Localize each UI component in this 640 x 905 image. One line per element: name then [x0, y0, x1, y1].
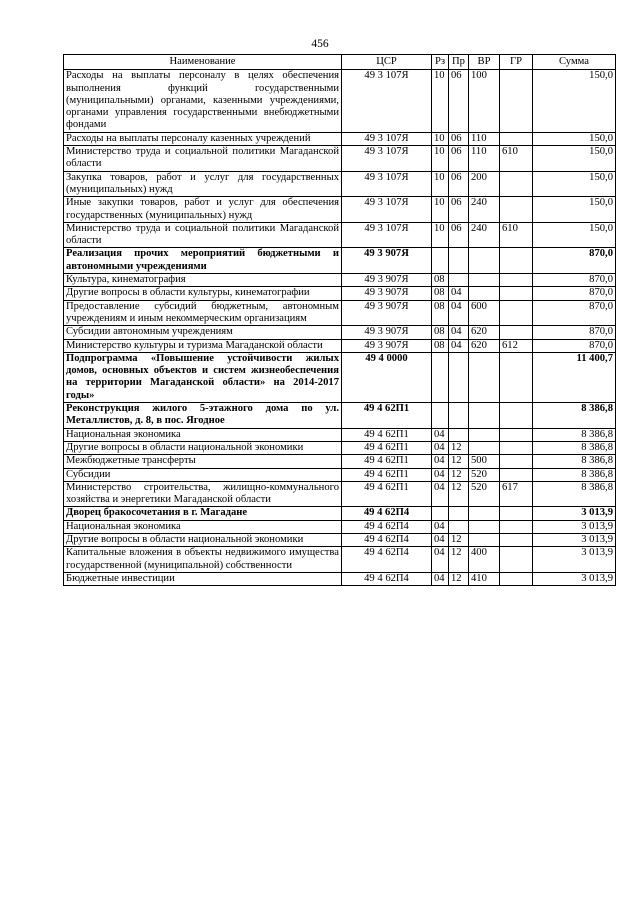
cell-gr — [500, 572, 533, 585]
cell-vr: 240 — [469, 222, 500, 248]
cell-name: Иные закупки товаров, работ и услуг для обеспечения государственных (муниципальных) нужд — [64, 197, 342, 223]
cell-csr: 49 4 62П4 — [342, 572, 432, 585]
cell-name: Национальная экономика — [64, 428, 342, 441]
table-row — [64, 428, 616, 441]
table-row — [64, 132, 616, 145]
cell-pr — [449, 428, 469, 441]
cell-name: Межбюджетные трансферты — [64, 455, 342, 468]
cell-rz: 08 — [432, 274, 449, 287]
cell-vr: 520 — [469, 481, 500, 507]
cell-name: Дворец бракосочетания в г. Магадане — [64, 507, 342, 520]
cell-vr — [469, 248, 500, 274]
cell-sum: 150,0 — [533, 197, 616, 223]
column-header-vr: ВР — [469, 55, 500, 70]
table-row — [64, 70, 616, 132]
table-row — [64, 339, 616, 352]
cell-rz: 08 — [432, 287, 449, 300]
cell-sum: 3 013,9 — [533, 533, 616, 546]
table-row — [64, 326, 616, 339]
cell-csr: 49 3 107Я — [342, 171, 432, 197]
cell-vr: 620 — [469, 326, 500, 339]
cell-gr: 610 — [500, 222, 533, 248]
cell-csr: 49 3 107Я — [342, 197, 432, 223]
table-row — [64, 533, 616, 546]
cell-gr — [500, 326, 533, 339]
column-header-sum: Сумма — [533, 55, 616, 70]
cell-rz — [432, 352, 449, 402]
table-row — [64, 520, 616, 533]
cell-gr — [500, 287, 533, 300]
table-body — [64, 70, 616, 586]
cell-rz: 04 — [432, 481, 449, 507]
cell-pr: 06 — [449, 197, 469, 223]
table-header-row — [64, 55, 616, 70]
cell-name: Расходы на выплаты персоналу в целях обеспечения выполнения функций государственными (муниципальными) органами, казенными учреждениями, органами управления государственными внебюджетными фондами — [64, 70, 342, 132]
cell-sum: 150,0 — [533, 70, 616, 132]
cell-name: Капитальные вложения в объекты недвижимого имущества государственной (муниципальной) собственности — [64, 547, 342, 573]
page-number: 456 — [311, 38, 329, 50]
cell-csr: 49 3 107Я — [342, 70, 432, 132]
cell-pr — [449, 520, 469, 533]
cell-sum: 8 386,8 — [533, 468, 616, 481]
cell-csr: 49 3 907Я — [342, 300, 432, 326]
cell-vr: 410 — [469, 572, 500, 585]
cell-rz: 10 — [432, 171, 449, 197]
cell-csr: 49 4 62П1 — [342, 428, 432, 441]
cell-csr: 49 4 62П4 — [342, 520, 432, 533]
cell-sum: 8 386,8 — [533, 441, 616, 454]
cell-vr — [469, 287, 500, 300]
cell-rz: 04 — [432, 547, 449, 573]
cell-sum: 870,0 — [533, 326, 616, 339]
table-row — [64, 197, 616, 223]
cell-name: Реализация прочих мероприятий бюджетными и автономными учреждениями — [64, 248, 342, 274]
cell-rz: 04 — [432, 428, 449, 441]
cell-pr — [449, 403, 469, 429]
cell-vr — [469, 428, 500, 441]
table-row — [64, 352, 616, 402]
cell-vr: 600 — [469, 300, 500, 326]
cell-vr: 240 — [469, 197, 500, 223]
column-header-rz: Рз — [432, 55, 449, 70]
cell-sum: 870,0 — [533, 339, 616, 352]
cell-gr — [500, 274, 533, 287]
cell-name: Подпрограмма «Повышение устойчивости жилых домов, основных объектов и систем жизнеобеспечения на территории Магаданской области» на 2014-2017 годы» — [64, 352, 342, 402]
cell-sum: 870,0 — [533, 300, 616, 326]
column-header-pr: Пр — [449, 55, 469, 70]
cell-rz: 04 — [432, 533, 449, 546]
cell-pr — [449, 248, 469, 274]
cell-vr: 110 — [469, 146, 500, 172]
cell-pr: 12 — [449, 572, 469, 585]
table-row — [64, 300, 616, 326]
cell-name: Бюджетные инвестиции — [64, 572, 342, 585]
cell-csr: 49 4 62П4 — [342, 547, 432, 573]
cell-csr: 49 3 907Я — [342, 248, 432, 274]
cell-vr: 200 — [469, 171, 500, 197]
cell-name: Расходы на выплаты персоналу казенных учреждений — [64, 132, 342, 145]
cell-name: Субсидии — [64, 468, 342, 481]
cell-pr: 12 — [449, 547, 469, 573]
cell-vr: 620 — [469, 339, 500, 352]
cell-sum: 870,0 — [533, 287, 616, 300]
cell-name: Предоставление субсидий бюджетным, автономным учреждениям и иным некоммерческим организациям — [64, 300, 342, 326]
cell-vr — [469, 507, 500, 520]
cell-gr — [500, 507, 533, 520]
table-row — [64, 455, 616, 468]
cell-name: Закупка товаров, работ и услуг для государственных (муниципальных) нужд — [64, 171, 342, 197]
table-row — [64, 287, 616, 300]
cell-rz: 10 — [432, 146, 449, 172]
cell-csr: 49 4 62П1 — [342, 441, 432, 454]
cell-gr — [500, 403, 533, 429]
cell-vr — [469, 403, 500, 429]
cell-sum: 11 400,7 — [533, 352, 616, 402]
cell-csr: 49 3 107Я — [342, 132, 432, 145]
cell-csr: 49 3 107Я — [342, 222, 432, 248]
cell-csr: 49 4 0000 — [342, 352, 432, 402]
cell-rz: 08 — [432, 300, 449, 326]
cell-pr: 06 — [449, 132, 469, 145]
cell-pr: 12 — [449, 468, 469, 481]
cell-gr — [500, 300, 533, 326]
cell-pr: 04 — [449, 326, 469, 339]
cell-csr: 49 4 62П1 — [342, 455, 432, 468]
cell-rz: 04 — [432, 441, 449, 454]
cell-gr — [500, 352, 533, 402]
cell-vr: 110 — [469, 132, 500, 145]
cell-rz: 10 — [432, 197, 449, 223]
cell-sum: 8 386,8 — [533, 403, 616, 429]
cell-pr: 06 — [449, 70, 469, 132]
cell-rz: 04 — [432, 572, 449, 585]
cell-name: Субсидии автономным учреждениям — [64, 326, 342, 339]
cell-sum: 150,0 — [533, 222, 616, 248]
table-row — [64, 274, 616, 287]
cell-sum: 8 386,8 — [533, 481, 616, 507]
cell-csr: 49 3 107Я — [342, 146, 432, 172]
cell-vr: 400 — [469, 547, 500, 573]
cell-name: Другие вопросы в области национальной экономики — [64, 441, 342, 454]
cell-rz — [432, 507, 449, 520]
cell-sum: 3 013,9 — [533, 547, 616, 573]
cell-rz: 08 — [432, 326, 449, 339]
cell-pr: 12 — [449, 481, 469, 507]
cell-csr: 49 4 62П4 — [342, 507, 432, 520]
cell-gr — [500, 533, 533, 546]
table-row — [64, 403, 616, 429]
cell-vr — [469, 352, 500, 402]
cell-pr: 04 — [449, 287, 469, 300]
cell-csr: 49 4 62П4 — [342, 533, 432, 546]
cell-pr — [449, 274, 469, 287]
table-row — [64, 547, 616, 573]
cell-gr — [500, 455, 533, 468]
cell-rz: 10 — [432, 222, 449, 248]
cell-gr — [500, 248, 533, 274]
cell-name: Министерство культуры и туризма Магаданской области — [64, 339, 342, 352]
column-header-gr: ГР — [500, 55, 533, 70]
table-row — [64, 481, 616, 507]
cell-sum: 150,0 — [533, 132, 616, 145]
cell-vr — [469, 520, 500, 533]
cell-sum: 3 013,9 — [533, 520, 616, 533]
cell-rz — [432, 403, 449, 429]
cell-gr — [500, 441, 533, 454]
cell-pr — [449, 352, 469, 402]
cell-name: Реконструкция жилого 5-этажного дома по ул. Металлистов, д. 8, в пос. Ягодное — [64, 403, 342, 429]
cell-name: Другие вопросы в области национальной экономики — [64, 533, 342, 546]
cell-sum: 870,0 — [533, 248, 616, 274]
cell-pr: 04 — [449, 300, 469, 326]
cell-gr — [500, 197, 533, 223]
cell-pr: 06 — [449, 222, 469, 248]
table-row — [64, 146, 616, 172]
cell-sum: 8 386,8 — [533, 455, 616, 468]
cell-pr — [449, 507, 469, 520]
cell-name: Министерство труда и социальной политики Магаданской области — [64, 146, 342, 172]
table-row — [64, 507, 616, 520]
cell-gr — [500, 520, 533, 533]
cell-sum: 870,0 — [533, 274, 616, 287]
cell-rz: 04 — [432, 520, 449, 533]
cell-name: Другие вопросы в области культуры, кинематографии — [64, 287, 342, 300]
cell-pr: 12 — [449, 533, 469, 546]
cell-name: Национальная экономика — [64, 520, 342, 533]
cell-rz: 04 — [432, 468, 449, 481]
cell-vr — [469, 274, 500, 287]
cell-sum: 3 013,9 — [533, 507, 616, 520]
cell-sum: 150,0 — [533, 171, 616, 197]
cell-name: Министерство строительства, жилищно-коммунального хозяйства и энергетики Магаданской области — [64, 481, 342, 507]
cell-sum: 3 013,9 — [533, 572, 616, 585]
cell-gr — [500, 70, 533, 132]
budget-table — [63, 54, 616, 586]
cell-pr: 06 — [449, 171, 469, 197]
cell-vr — [469, 441, 500, 454]
table-row — [64, 572, 616, 585]
column-header-csr: ЦСР — [342, 55, 432, 70]
cell-pr: 12 — [449, 455, 469, 468]
cell-pr: 04 — [449, 339, 469, 352]
cell-gr — [500, 171, 533, 197]
cell-gr: 617 — [500, 481, 533, 507]
cell-rz: 08 — [432, 339, 449, 352]
table-row — [64, 222, 616, 248]
cell-vr — [469, 533, 500, 546]
cell-vr: 100 — [469, 70, 500, 132]
cell-csr: 49 3 907Я — [342, 287, 432, 300]
table-row — [64, 441, 616, 454]
cell-gr — [500, 547, 533, 573]
cell-vr: 500 — [469, 455, 500, 468]
table-row — [64, 468, 616, 481]
cell-csr: 49 3 907Я — [342, 274, 432, 287]
table-row — [64, 171, 616, 197]
cell-rz — [432, 248, 449, 274]
cell-csr: 49 4 62П1 — [342, 468, 432, 481]
table-row — [64, 248, 616, 274]
cell-rz: 04 — [432, 455, 449, 468]
cell-gr — [500, 132, 533, 145]
cell-csr: 49 4 62П1 — [342, 481, 432, 507]
cell-csr: 49 4 62П1 — [342, 403, 432, 429]
cell-pr: 12 — [449, 441, 469, 454]
cell-gr — [500, 428, 533, 441]
cell-rz: 10 — [432, 70, 449, 132]
cell-sum: 8 386,8 — [533, 428, 616, 441]
cell-vr: 520 — [469, 468, 500, 481]
cell-csr: 49 3 907Я — [342, 339, 432, 352]
cell-csr: 49 3 907Я — [342, 326, 432, 339]
cell-gr — [500, 468, 533, 481]
cell-sum: 150,0 — [533, 146, 616, 172]
cell-rz: 10 — [432, 132, 449, 145]
cell-gr: 610 — [500, 146, 533, 172]
cell-pr: 06 — [449, 146, 469, 172]
column-header-name: Наименование — [64, 55, 342, 70]
cell-name: Министерство труда и социальной политики Магаданской области — [64, 222, 342, 248]
cell-gr: 612 — [500, 339, 533, 352]
cell-name: Культура, кинематография — [64, 274, 342, 287]
